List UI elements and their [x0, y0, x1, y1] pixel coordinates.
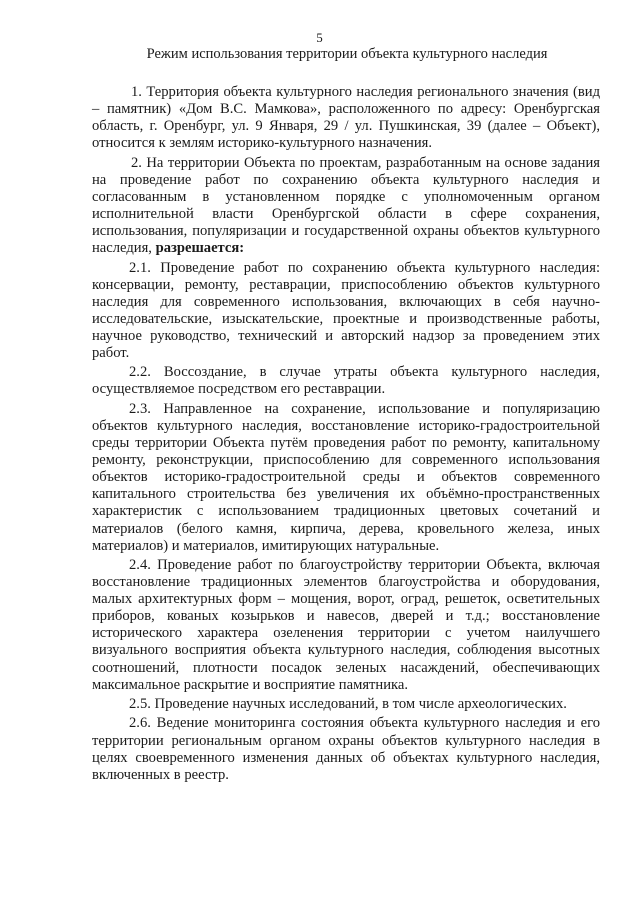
paragraph-2-4: 2.4. Проведение работ по благоустройству территории Объекта, включая восстановление традиционных элементов благоустройства и оборудования, малых архитектурных форм – мощения, ворот, оград, решеток, осветительных приборов, кованых козырьков и навесов, дверей и т.д.; восстановление исторического характера озеленения территории с учетом наилучшего визуального восприятия объекта культурного наследия, соблюдения высотных соотношений, плотности посадок зеленых насаждений, обеспечивающих максимальное раскрытие и восприятие памятника.	[92, 557, 600, 693]
page-number: 5	[316, 30, 323, 45]
paragraph-2-6: 2.6. Ведение мониторинга состояния объекта культурного наследия и его территории региональным органом охраны объектов культурного наследия в целях своевременного изменения данных об объектах культурного наследия, включенных в реестр.	[92, 715, 600, 783]
paragraph-2-3: 2.3. Направленное на сохранение, использование и популяризацию объектов культурного наследия, восстановление историко-градостроительной среды территории Объекта путём проведения работ по ремонту, капитальному ремонту, реконструкции, приспособлению для современного использования объектов историко-градостроительной среды и объектов современного капитального строительства без увеличения их объёмно-пространственных характеристик с использованием традиционных цветовых сочетаний и материалов (белого камня, кирпича, дерева, кровельного железа, иных материалов) и материалов, имитирующих натуральные.	[92, 400, 600, 554]
paragraph-2-bold: разрешается:	[155, 240, 245, 257]
paragraph-2	[92, 155, 600, 258]
paragraph-2-2: 2.2. Воссоздание, в случае утраты объекта культурного наследия, осуществляемое посредством его реставрации.	[92, 364, 600, 398]
paragraph-2-5: 2.5. Проведение научных исследований, в том числе археологических.	[129, 696, 567, 713]
paragraph-1: 1. Территория объекта культурного наследия регионального значения (вид – памятник) «Дом В.С. Мамкова», расположенного по адресу: Оренбургская область, г. Оренбург, ул. 9 Января, 29 / ул. Пушкинская, 39 (далее – Объект), относится к землям историко-культурного назначения.	[92, 84, 600, 152]
page-title: Режим использования территории объекта культурного наследия	[146, 46, 548, 62]
paragraph-2-text: 2. На территории Объекта по проектам, разработанным на основе задания на проведение работ по сохранению объекта культурного наследия и согласованным в установленном порядке с уполномоченным органом исполнительной власти Оренбургской области в сфере сохранения, использования, популяризации и государственной охраны объектов культурного наследия,	[92, 154, 600, 257]
paragraph-2-1: 2.1. Проведение работ по сохранению объекта культурного наследия: консервации, ремонту, реставрации, приспособлению объектов культурного наследия для современного использования, включающих в себя научно-исследовательские, изыскательские, проектные и производственные работы, научное руководство, технический и авторский надзор за проведением этих работ.	[92, 259, 600, 361]
document-body	[92, 84, 600, 786]
